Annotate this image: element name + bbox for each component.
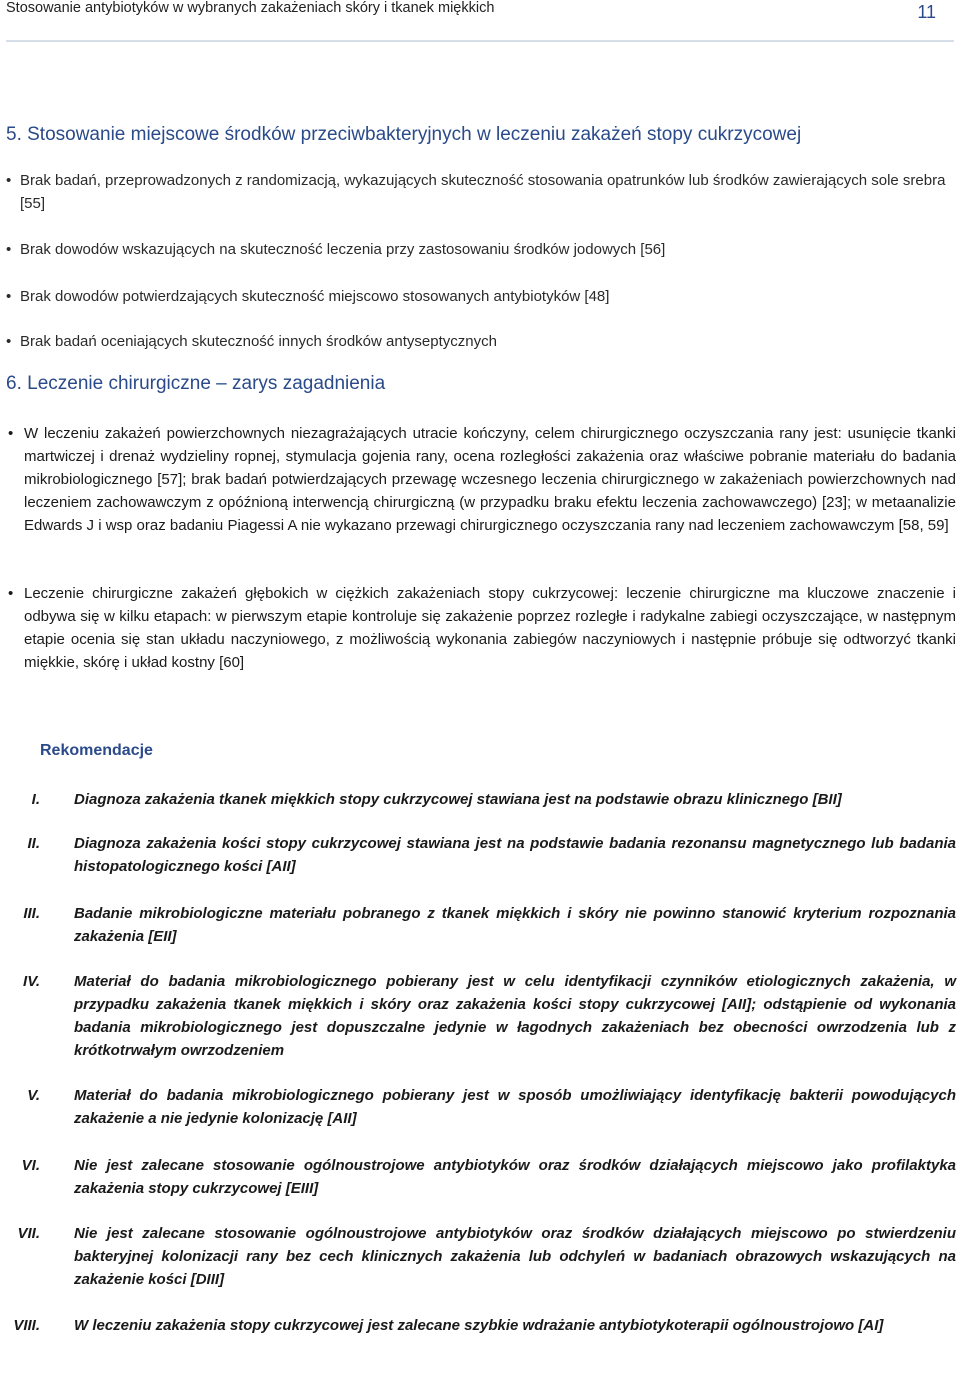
- bullet-text: Brak dowodów wskazujących na skuteczność leczenia przy zastosowaniu środków jodowych [56]: [20, 241, 666, 258]
- recommendation-text: Materiał do badania mikrobiologicznego pobierany jest w celu identyfikacji czynników etiologicznych zakażenia, w przypadku zakażenia tkanek miękkich i skóry oraz zakażenia kości stopy cukrzycowej [AII]; odstąpienie od wykonania badania mikrobiologicznego jest dopuszczalne jedynie w łagodnych zakażeniach bez obecności owrzodzenia lub z krótkotrwałym owrzodzeniem: [74, 973, 956, 1059]
- bullet-marker: •: [6, 288, 12, 305]
- page-number: 11: [917, 2, 936, 22]
- recommendation-item: [0, 902, 956, 948]
- recommendation-item: [0, 832, 956, 878]
- recommendation-number: IV.: [23, 973, 40, 990]
- section-6-heading: 6. Leczenie chirurgiczne – zarys zagadnienia: [6, 373, 386, 394]
- bullet-marker: •: [8, 585, 14, 602]
- section-5-bullet: [6, 238, 956, 261]
- recommendation-text: Badanie mikrobiologiczne materiału pobranego z tkanek miękkich i skóry nie powinno stanowić kryterium rozpoznania zakażenia [EII]: [74, 905, 956, 945]
- recommendation-text: Diagnoza zakażenia tkanek miękkich stopy cukrzycowej stawiana jest na podstawie obrazu klinicznego [BII]: [74, 791, 842, 808]
- running-title: Stosowanie antybiotyków w wybranych zakażeniach skóry i tkanek miękkich: [6, 0, 495, 16]
- section-5-bullet: [6, 169, 956, 215]
- paragraph-text: W leczeniu zakażeń powierzchownych niezagrażających utracie kończyny, celem chirurgicznego oczyszczania rany jest: usunięcie tkanki martwiczej i drenaż wydzieliny ropnej, stymulacja gojenia rany, ocena rozległości zakażenia oraz właściwe pobranie materiału do badania mikrobiologicznego [57]; brak badań potwierdzających przewagę wczesnego leczenia chirurgicznego w zakażeniach powierzchownych nad leczeniem zachowawczym z opóźnioną interwencją chirurgiczną (w przypadku braku efektu leczenia zachowawczego) [23]; w metaanalizie Edwards J i wsp oraz badaniu Piagessi A nie wykazano przewagi chirurgicznego oczyszczania rany nad leczeniem zachowawczym [58, 59]: [24, 425, 956, 534]
- section-5-heading: 5. Stosowanie miejscowe środków przeciwbakteryjnych w leczeniu zakażeń stopy cukrzycowej: [6, 124, 802, 145]
- recommendation-number: II.: [27, 835, 40, 852]
- section-5-bullet: [6, 330, 956, 353]
- header-divider: [6, 40, 954, 42]
- recommendation-number: V.: [27, 1087, 40, 1104]
- recommendation-number: VIII.: [13, 1317, 40, 1334]
- bullet-text: Brak badań, przeprowadzonych z randomizacją, wykazujących skuteczność stosowania opatrunków lub środków zawierających sole srebra [55]: [20, 172, 946, 212]
- recommendation-item: [0, 788, 956, 811]
- recommendation-text: Nie jest zalecane stosowanie ogólnoustrojowe antybiotyków oraz środków działających miejscowo jako profilaktyka zakażenia stopy cukrzycowej [EIII]: [74, 1157, 956, 1197]
- recommendation-item: [0, 970, 956, 1062]
- recommendation-number: III.: [23, 905, 40, 922]
- section-5-bullet: [6, 285, 956, 308]
- bullet-marker: •: [6, 333, 12, 350]
- recommendation-text: Diagnoza zakażenia kości stopy cukrzycowej stawiana jest na podstawie badania rezonansu magnetycznego lub badania histopatologicznego kości [AII]: [74, 835, 956, 875]
- recommendation-text: W leczeniu zakażenia stopy cukrzycowej jest zalecane szybkie wdrażanie antybiotykoterapii ogólnoustrojowo [AI]: [74, 1317, 884, 1334]
- bullet-text: Brak dowodów potwierdzających skuteczność miejscowo stosowanych antybiotyków [48]: [20, 288, 610, 305]
- bullet-marker: •: [6, 172, 12, 189]
- recommendation-number: I.: [31, 791, 40, 808]
- section-6-paragraph: [8, 422, 956, 537]
- bullet-marker: •: [8, 425, 14, 442]
- recommendation-item: [0, 1154, 956, 1200]
- paragraph-text: Leczenie chirurgiczne zakażeń głębokich w ciężkich zakażeniach stopy cukrzycowej: leczenie chirurgiczne ma kluczowe znaczenie i odbywa się w kilku etapach: w pierwszym etapie kontroluje się zakażenie poprzez rozległe i radykalne zabiegi oczyszczające, w następnym etapie ocenia się stan układu naczyniowego, z możliwością wykonania zabiegów naczyniowych i następnie próbuje się odtworzyć tkanki miękkie, skórę i układ kostny [60]: [24, 585, 956, 671]
- recommendation-item: [0, 1084, 956, 1130]
- section-6-paragraph: [8, 582, 956, 674]
- bullet-text: Brak badań oceniających skuteczność innych środków antyseptycznych: [20, 333, 497, 350]
- recommendation-item: [0, 1314, 956, 1337]
- bullet-marker: •: [6, 241, 12, 258]
- recommendation-text: Materiał do badania mikrobiologicznego pobierany jest w sposób umożliwiający identyfikację bakterii powodujących zakażenie a nie jedynie kolonizację [AII]: [74, 1087, 956, 1127]
- recommendation-number: VII.: [17, 1225, 40, 1242]
- recommendation-text: Nie jest zalecane stosowanie ogólnoustrojowe antybiotyków oraz środków działających miejscowo po stwierdzeniu bakteryjnej kolonizacji rany bez cech klinicznych zakażenia lub odchyleń w badaniach obrazowych wskazujących na zakażenie kości [DIII]: [74, 1225, 956, 1288]
- recommendations-title: Rekomendacje: [40, 742, 153, 759]
- recommendation-number: VI.: [21, 1157, 40, 1174]
- recommendation-item: [0, 1222, 956, 1291]
